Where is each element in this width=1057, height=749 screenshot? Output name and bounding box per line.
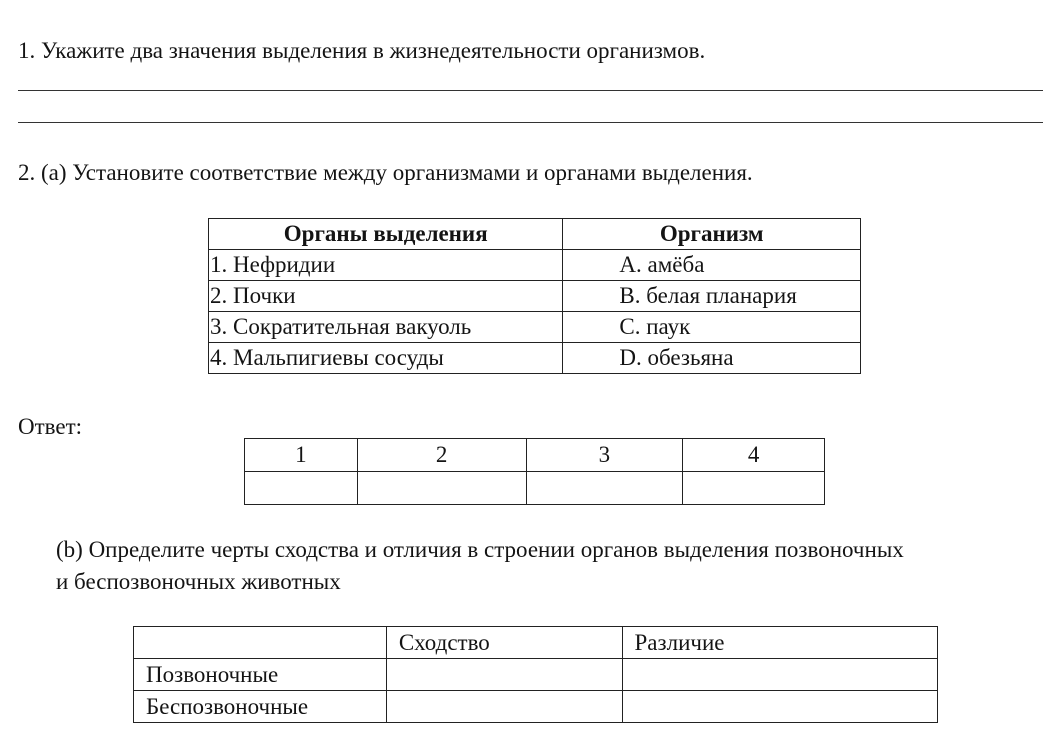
column-header-organs: Органы выделения (209, 219, 563, 250)
organism-cell: C. паук (563, 312, 861, 343)
organism-cell: A. амёба (563, 250, 861, 281)
table-row (209, 343, 861, 374)
answer-input-cell[interactable] (245, 472, 358, 505)
table-row (209, 312, 861, 343)
organs-matching-table (208, 218, 861, 374)
question-2b-line-2: и беспозвоночных животных (56, 569, 341, 594)
question-2a-text: 2. (a) Установите соответствие между организмами и органами выделения. (18, 160, 753, 185)
organ-cell: 1. Нефридии (209, 250, 563, 281)
row-label-vertebrates: Позвоночные (134, 659, 387, 691)
column-header-similarity: Сходство (386, 627, 622, 659)
comparison-corner-cell (134, 627, 387, 659)
answer-header-cell: 3 (526, 439, 683, 472)
answer-table (244, 438, 825, 505)
similarity-input-cell[interactable] (386, 691, 622, 723)
table-row (134, 659, 938, 691)
table-row (209, 281, 861, 312)
comparison-table (133, 626, 938, 723)
table-header-row (209, 219, 861, 250)
organism-cell: B. белая планария (563, 281, 861, 312)
answer-input-cell[interactable] (526, 472, 683, 505)
answer-line-2[interactable] (18, 122, 1043, 123)
answer-line-1[interactable] (18, 90, 1043, 91)
answer-input-cell[interactable] (683, 472, 825, 505)
table-row (209, 250, 861, 281)
organ-cell: 2. Почки (209, 281, 563, 312)
answer-label: Ответ: (18, 414, 83, 439)
column-header-difference: Различие (622, 627, 938, 659)
row-label-invertebrates: Беспозвоночные (134, 691, 387, 723)
question-2b-line-1: (b) Определите черты сходства и отличия в строении органов выделения позвоночных (56, 537, 904, 562)
answer-header-row (245, 439, 825, 472)
similarity-input-cell[interactable] (386, 659, 622, 691)
answer-header-cell: 4 (683, 439, 825, 472)
organism-cell: D. обезьяна (563, 343, 861, 374)
difference-input-cell[interactable] (622, 659, 938, 691)
answer-input-row (245, 472, 825, 505)
table-row (134, 691, 938, 723)
column-header-organism: Организм (563, 219, 861, 250)
answer-header-cell: 2 (357, 439, 526, 472)
organ-cell: 4. Мальпигиевы сосуды (209, 343, 563, 374)
comparison-header-row (134, 627, 938, 659)
question-1-text: 1. Укажите два значения выделения в жизнедеятельности организмов. (18, 38, 706, 63)
answer-header-cell: 1 (245, 439, 358, 472)
difference-input-cell[interactable] (622, 691, 938, 723)
organ-cell: 3. Сократительная вакуоль (209, 312, 563, 343)
answer-input-cell[interactable] (357, 472, 526, 505)
